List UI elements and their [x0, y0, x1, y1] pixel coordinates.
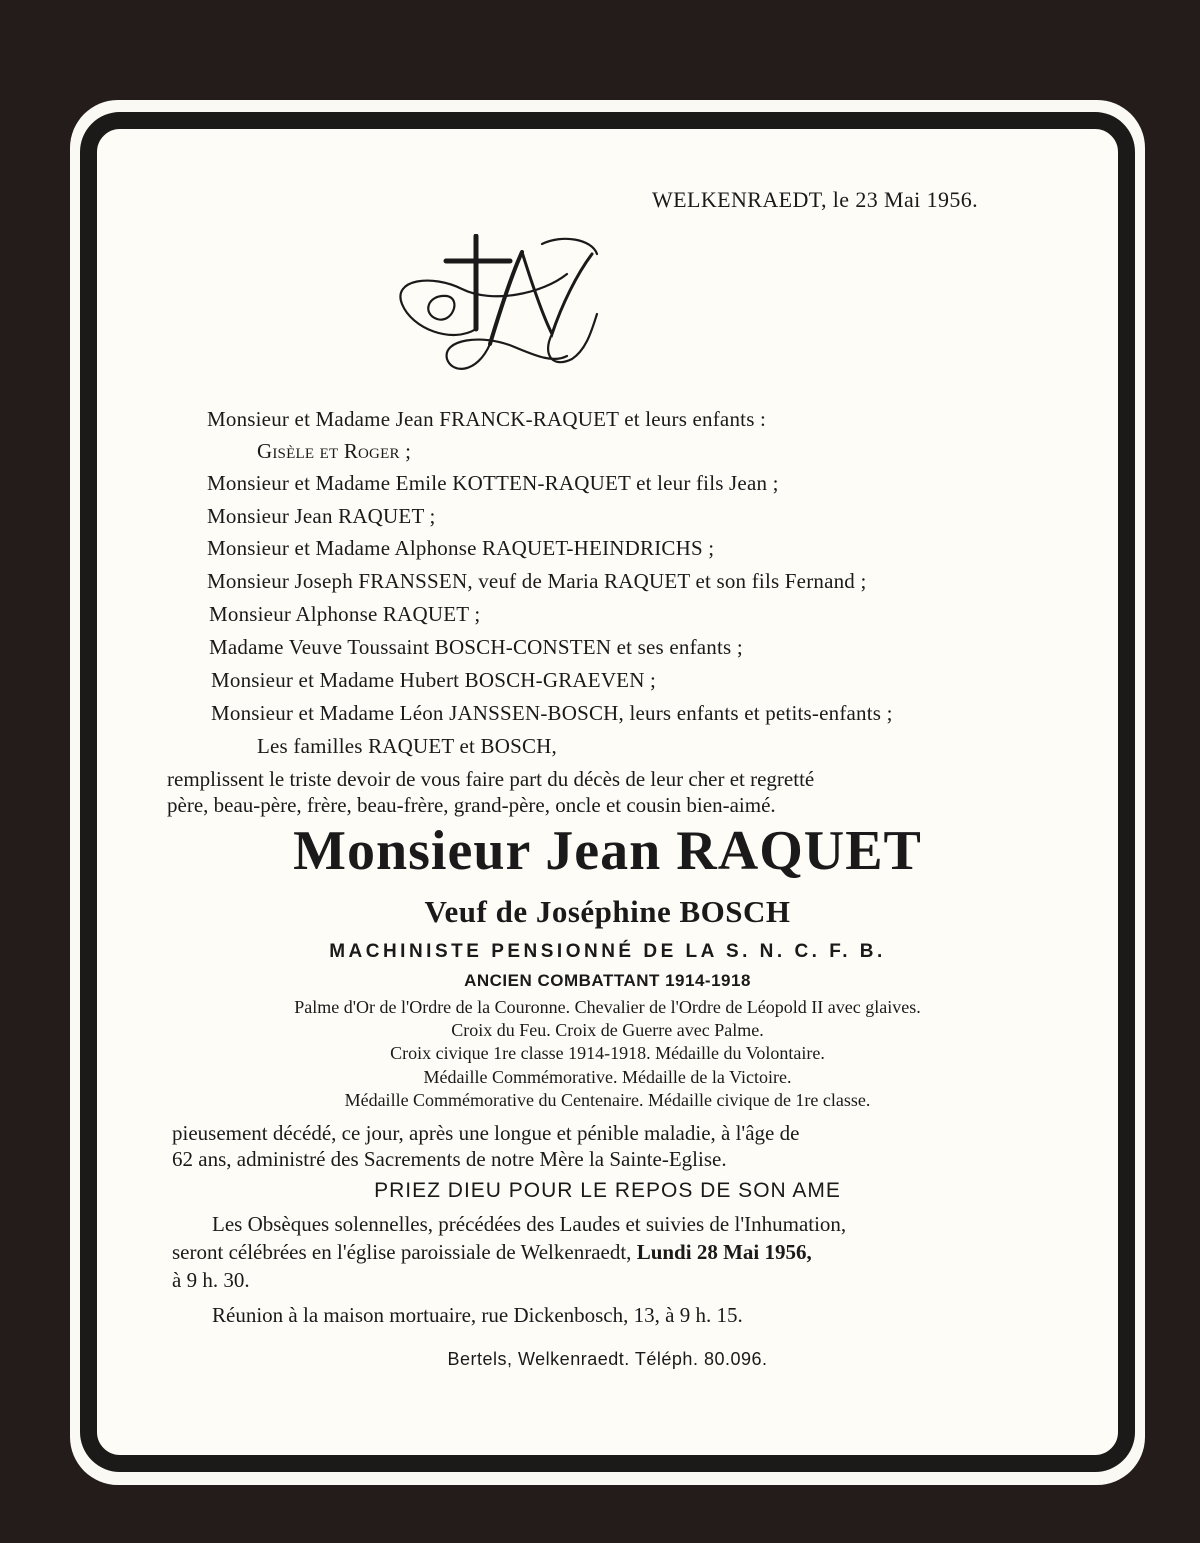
announcement-line: remplissent le triste devoir de vous faire part du décès de leur cher et regretté	[167, 767, 815, 791]
honor-line: Croix du Feu. Croix de Guerre avec Palme.	[451, 1020, 764, 1040]
mourner-line: Monsieur Jean RAQUET ;	[207, 504, 436, 528]
funeral-line: Les Obsèques solennelles, précédées des Laudes et suivies de l'Inhumation,	[212, 1212, 847, 1236]
cross-monogram-icon	[392, 234, 602, 384]
mourner-line: Monsieur et Madame Emile KOTTEN-RAQUET et leur fils Jean ;	[207, 471, 779, 495]
death-notice-line: pieusement décédé, ce jour, après une longue et pénible maladie, à l'âge de	[172, 1121, 800, 1145]
funeral-text: seront célébrées en l'église paroissiale de Welkenraedt,	[172, 1240, 632, 1264]
mourner-line: Monsieur et Madame Alphonse RAQUET-HEINDRICHS ;	[207, 536, 715, 560]
funeral-line	[172, 1240, 812, 1265]
honor-line: Médaille Commémorative. Médaille de la Victoire.	[423, 1067, 792, 1087]
mourner-line: Madame Veuve Toussaint BOSCH-CONSTEN et ses enfants ;	[209, 635, 743, 659]
honor-line: Croix civique 1re classe 1914-1918. Médaille du Volontaire.	[390, 1043, 825, 1063]
mourner-line: Monsieur et Madame Jean FRANCK-RAQUET et leurs enfants :	[207, 407, 767, 431]
deceased-name: Monsieur Jean RAQUET	[293, 820, 922, 882]
families-line: Les familles RAQUET et BOSCH,	[257, 734, 557, 758]
death-notice-line: 62 ans, administré des Sacrements de notre Mère la Sainte-Eglise.	[172, 1147, 727, 1171]
mourner-line: Monsieur et Madame Léon JANSSEN-BOSCH, leurs enfants et petits-enfants ;	[211, 701, 893, 725]
funeral-time: à 9 h. 30.	[172, 1268, 250, 1292]
honor-line: Médaille Commémorative du Centenaire. Médaille civique de 1re classe.	[344, 1090, 871, 1110]
veteran-line: ANCIEN COMBATTANT 1914-1918	[464, 971, 751, 990]
date-line: WELKENRAEDT, le 23 Mai 1956.	[652, 187, 979, 212]
announcement-card	[97, 129, 1118, 1455]
profession-line: MACHINISTE PENSIONNÉ DE LA S. N. C. F. B.	[329, 941, 886, 962]
widower-line: Veuf de Joséphine BOSCH	[424, 894, 791, 929]
announcement-line: père, beau-père, frère, beau-frère, grand-père, oncle et cousin bien-aimé.	[167, 793, 776, 817]
mourner-line: Monsieur Alphonse RAQUET ;	[209, 602, 481, 626]
mourner-line: Gisèle et Roger ;	[257, 439, 412, 463]
printer-credit: Bertels, Welkenraedt. Téléph. 80.096.	[447, 1349, 768, 1369]
prayer-line: PRIEZ DIEU POUR LE REPOS DE SON AME	[374, 1179, 841, 1202]
honor-line: Palme d'Or de l'Ordre de la Couronne. Chevalier de l'Ordre de Léopold II avec glaives.	[294, 997, 921, 1017]
meeting-line: Réunion à la maison mortuaire, rue Dickenbosch, 13, à 9 h. 15.	[212, 1303, 743, 1327]
funeral-date: Lundi 28 Mai 1956,	[636, 1240, 812, 1264]
mourner-line: Monsieur Joseph FRANSSEN, veuf de Maria RAQUET et son fils Fernand ;	[207, 569, 867, 593]
mourner-line: Monsieur et Madame Hubert BOSCH-GRAEVEN ;	[211, 668, 657, 692]
